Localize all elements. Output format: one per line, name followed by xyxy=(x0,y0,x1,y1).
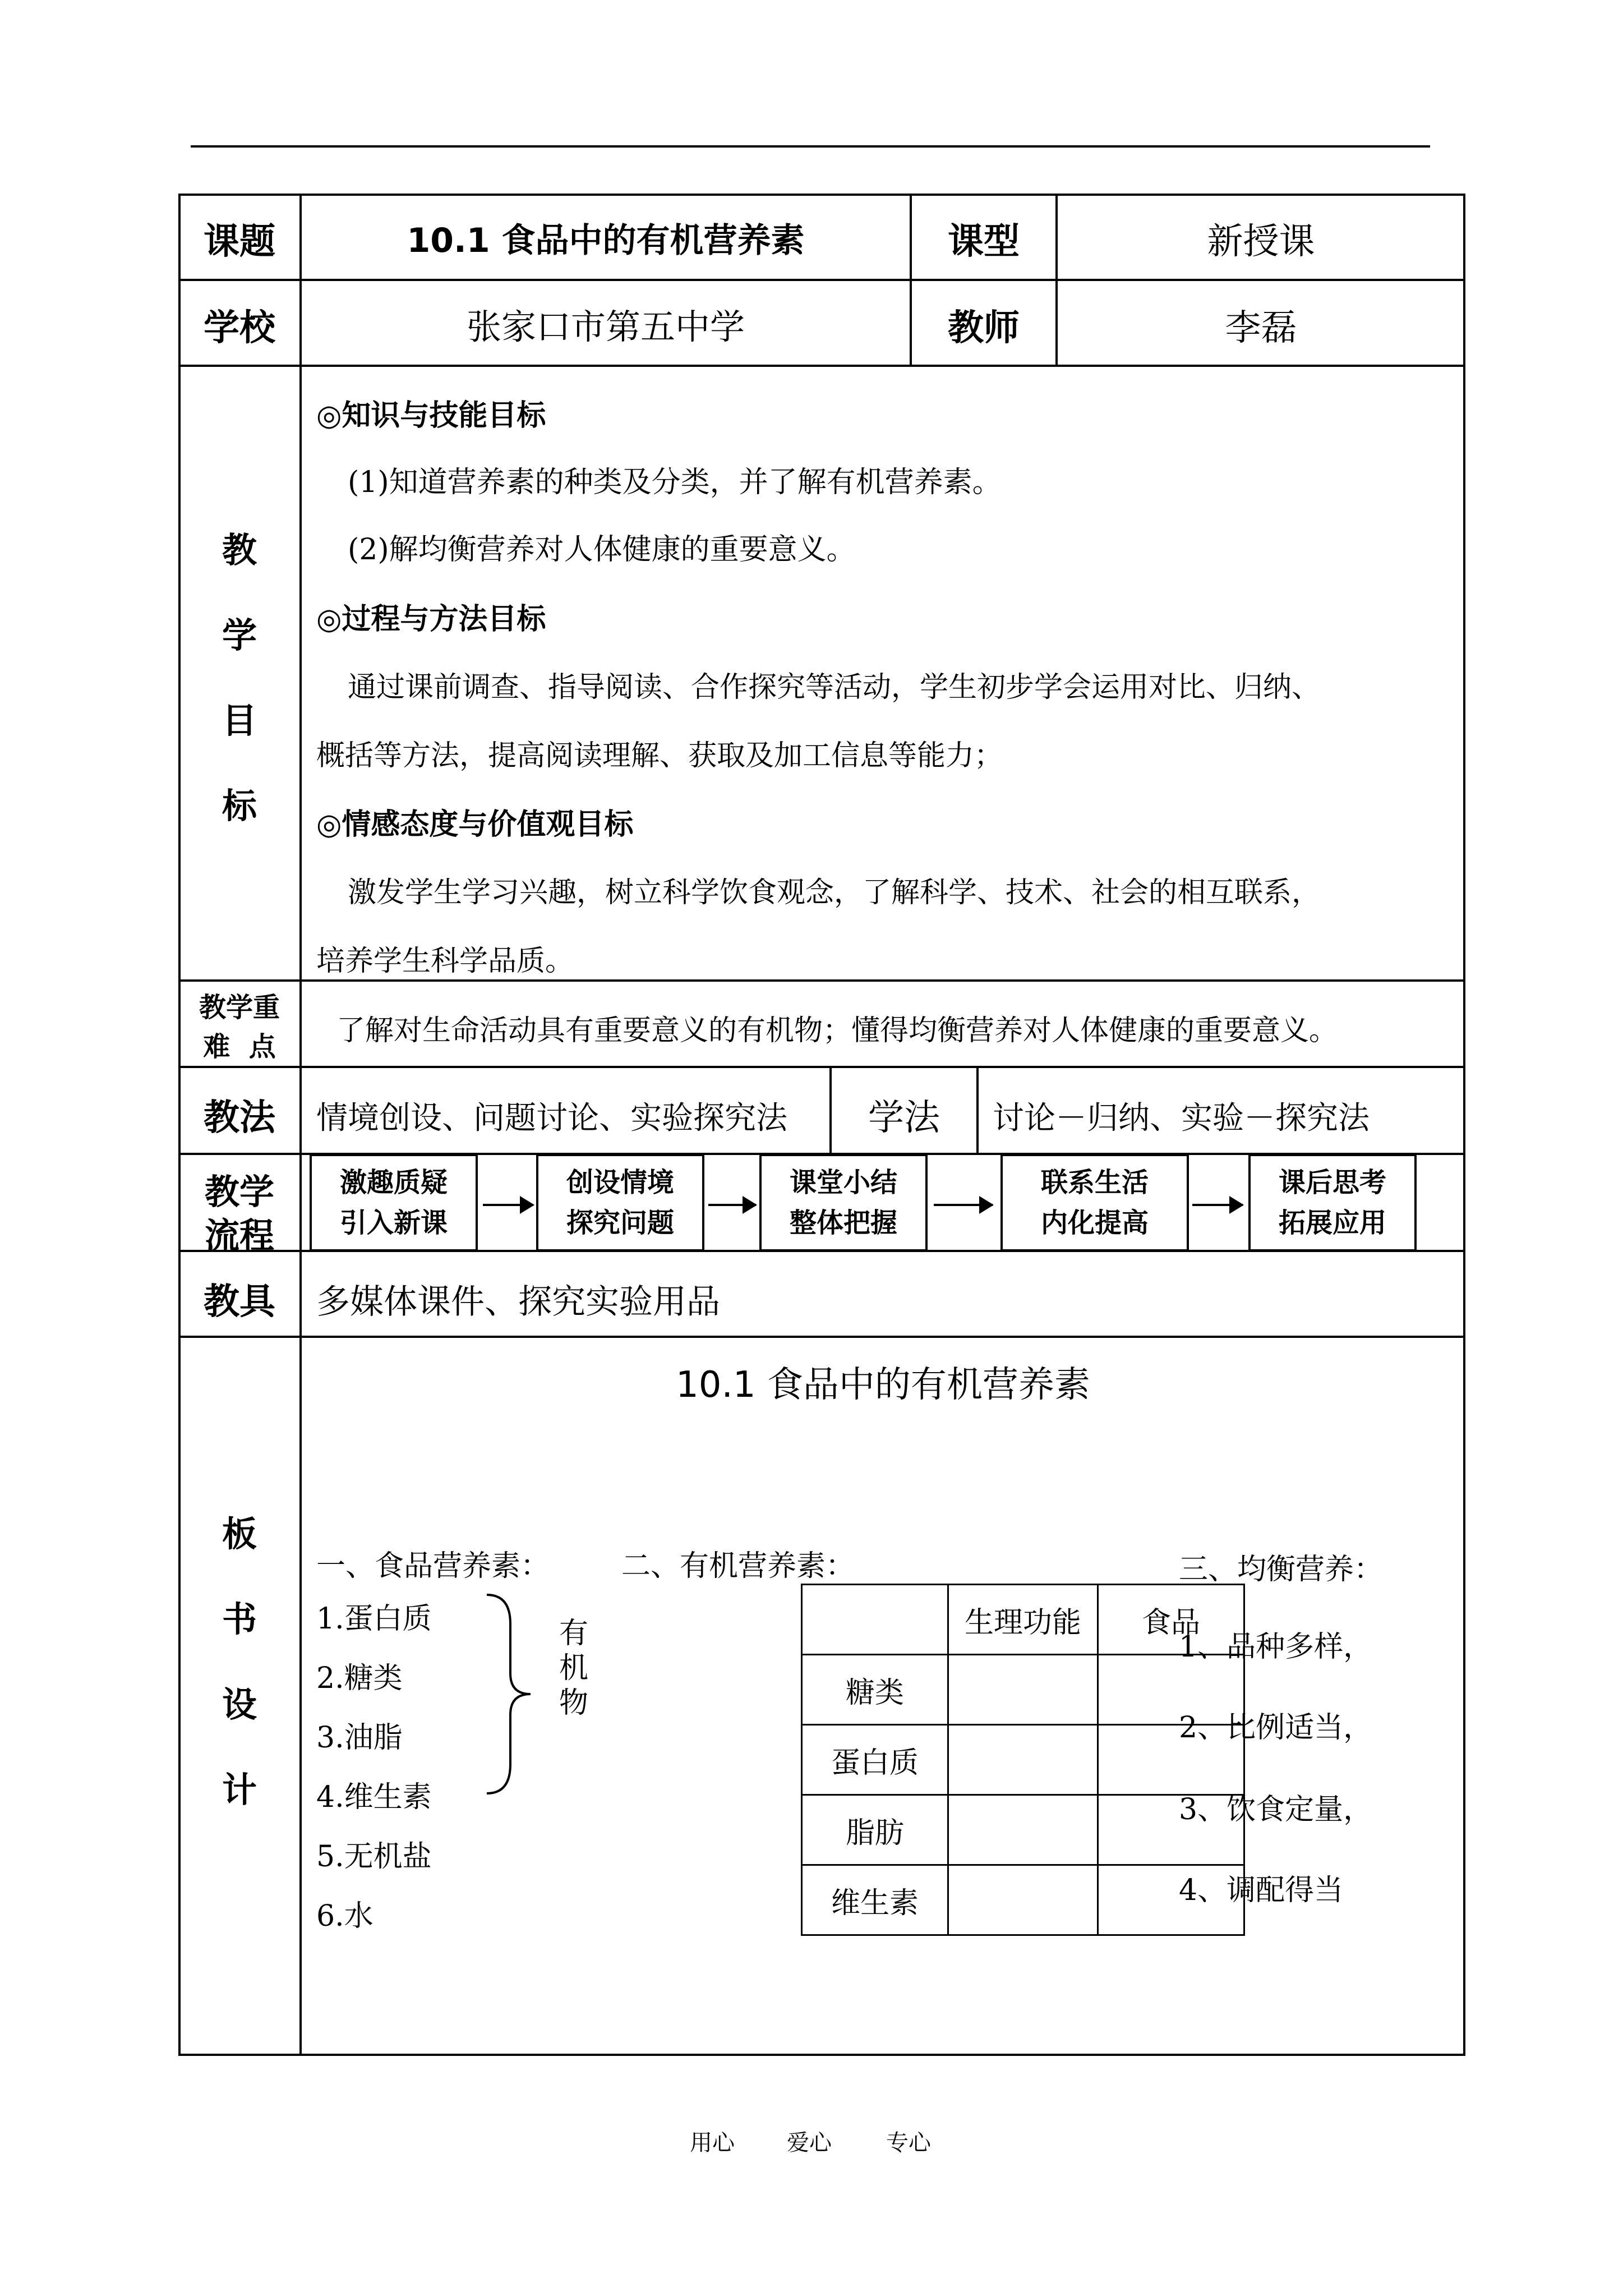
flow-step xyxy=(1248,1154,1417,1251)
knowledge-title: ◎知识与技能目标 xyxy=(316,399,546,432)
teach-method-label: 教法 xyxy=(204,1097,275,1139)
board-label-char: 设 xyxy=(222,1684,257,1725)
key-points-label-line: 教学重 xyxy=(199,992,280,1023)
nutrient-item: 6.水 xyxy=(316,1899,374,1933)
emotion-title: ◎情感态度与价值观目标 xyxy=(316,808,634,841)
balance-item: 2、比例适当， xyxy=(1179,1711,1373,1745)
tools-value: 多媒体课件、探究实验用品 xyxy=(316,1282,720,1322)
nutrient-item: 4.维生素 xyxy=(316,1780,432,1814)
section1-title: 一、食品营养素： xyxy=(316,1549,550,1583)
key-points-label-line: 难 点 xyxy=(203,1031,276,1062)
nutrient-item: 2.糖类 xyxy=(316,1662,403,1695)
table-cell xyxy=(948,1865,1098,1935)
table-row-label: 蛋白质 xyxy=(802,1725,948,1795)
key-points-value: 了解对生命活动具有重要意义的有机物；懂得均衡营养对人体健康的重要意义。 xyxy=(336,1014,1338,1047)
flow-step-line: 创设情境 xyxy=(566,1167,674,1198)
flow-arrow-icon xyxy=(1192,1204,1243,1206)
tools-label: 教具 xyxy=(204,1281,275,1323)
table-cell xyxy=(948,1655,1098,1725)
flow-arrow-icon xyxy=(934,1204,993,1206)
topic-value: 10.1 食品中的有机营养素 xyxy=(407,221,805,260)
topic-label: 课题 xyxy=(204,221,275,263)
process-line: 概括等方法，提高阅读理解、获取及加工信息等能力； xyxy=(316,739,1003,772)
board-label-char: 计 xyxy=(222,1769,257,1810)
lesson-plan-table xyxy=(178,194,1465,2056)
board-title: 10.1 食品中的有机营养素 xyxy=(676,1364,1090,1406)
flow-step xyxy=(536,1154,704,1251)
learn-method-value: 讨论－归纳、实验－探究法 xyxy=(993,1100,1370,1137)
flow-step-line: 整体把握 xyxy=(789,1207,897,1239)
table-header-cell: 生理功能 xyxy=(948,1585,1098,1655)
section2-title: 二、有机营养素： xyxy=(621,1549,855,1583)
organic-label-char: 机 xyxy=(559,1651,588,1685)
table-row-label: 脂肪 xyxy=(802,1795,948,1865)
flow-label-line: 流程 xyxy=(204,1215,274,1256)
nutrient-item: 1.蛋白质 xyxy=(316,1602,432,1636)
organic-label-char: 物 xyxy=(559,1686,588,1720)
table-row xyxy=(802,1865,1244,1935)
knowledge-item: (1)知道营养素的种类及分类，并了解有机营养素。 xyxy=(348,466,1002,499)
flow-step-line: 探究问题 xyxy=(566,1207,674,1239)
board-label xyxy=(181,1492,298,1833)
flow-step-line: 课后思考 xyxy=(1278,1167,1386,1198)
nutrient-item: 3.油脂 xyxy=(316,1721,403,1755)
flow-step-line: 联系生活 xyxy=(1040,1167,1149,1198)
balance-item: 4、调配得当 xyxy=(1179,1874,1344,1907)
section3-title: 三、均衡营养： xyxy=(1179,1553,1384,1586)
table-cell xyxy=(948,1795,1098,1865)
balance-item: 3、饮食定量， xyxy=(1179,1793,1373,1826)
flow-step xyxy=(310,1154,478,1251)
type-label: 课型 xyxy=(948,221,1020,263)
teacher-label: 教师 xyxy=(948,307,1020,349)
objectives-label-char: 标 xyxy=(222,785,257,826)
table-row-label: 维生素 xyxy=(802,1865,948,1935)
right-brace-icon xyxy=(481,1590,543,1798)
flow-step xyxy=(1000,1154,1189,1251)
flow-arrow-icon xyxy=(483,1204,533,1206)
flow-arrow-icon xyxy=(708,1204,756,1206)
knowledge-item: (2)解均衡营养对人体健康的重要意义。 xyxy=(348,533,856,567)
flow-step-line: 课堂小结 xyxy=(789,1167,897,1198)
organic-label xyxy=(554,1616,593,1720)
emotion-line: 激发学生学习兴趣，树立科学饮食观念，了解科学、技术、社会的相互联系， xyxy=(348,876,1321,909)
flow-step-line: 引入新课 xyxy=(339,1207,448,1239)
board-label-char: 书 xyxy=(222,1599,257,1640)
process-line: 通过课前调查、指导阅读、合作探究等活动，学生初步学会运用对比、归纳、 xyxy=(348,671,1321,704)
objectives-label-char: 教 xyxy=(222,530,257,570)
table-header-cell xyxy=(802,1585,948,1655)
table-header-row xyxy=(802,1585,1244,1655)
teacher-value: 李磊 xyxy=(1225,307,1297,349)
flow-step xyxy=(759,1154,928,1251)
table-row xyxy=(802,1655,1244,1725)
table-cell xyxy=(948,1725,1098,1795)
table-header-cell: 食品 xyxy=(1098,1585,1244,1655)
objectives-label xyxy=(181,508,298,849)
flow-step-line: 拓展应用 xyxy=(1278,1207,1386,1239)
school-label: 学校 xyxy=(204,307,275,349)
footer-item: 爱心 xyxy=(787,2130,832,2156)
footer-item: 专心 xyxy=(886,2130,931,2156)
table-row xyxy=(802,1795,1244,1865)
school-value: 张家口市第五中学 xyxy=(466,306,745,347)
objectives-label-char: 学 xyxy=(222,615,257,656)
nutrient-item: 5.无机盐 xyxy=(316,1840,432,1874)
table-row-label: 糖类 xyxy=(802,1655,948,1725)
footer-item: 用心 xyxy=(690,2130,735,2156)
header-rule xyxy=(191,145,1430,148)
organic-label-char: 有 xyxy=(559,1617,588,1650)
learn-method-label: 学法 xyxy=(868,1097,940,1139)
board-label-char: 板 xyxy=(222,1513,257,1554)
flow-step-line: 激趣质疑 xyxy=(339,1167,448,1198)
teach-method-value: 情境创设、问题讨论、实验探究法 xyxy=(316,1100,787,1137)
balance-item: 1、品种多样， xyxy=(1179,1630,1373,1664)
objectives-label-char: 目 xyxy=(222,700,257,741)
emotion-line: 培养学生科学品质。 xyxy=(316,945,574,978)
table-row xyxy=(802,1725,1244,1795)
flow-step-line: 内化提高 xyxy=(1040,1207,1149,1239)
process-title: ◎过程与方法目标 xyxy=(316,602,546,636)
type-value: 新授课 xyxy=(1207,221,1315,263)
flow-label-line: 教学 xyxy=(204,1171,274,1212)
